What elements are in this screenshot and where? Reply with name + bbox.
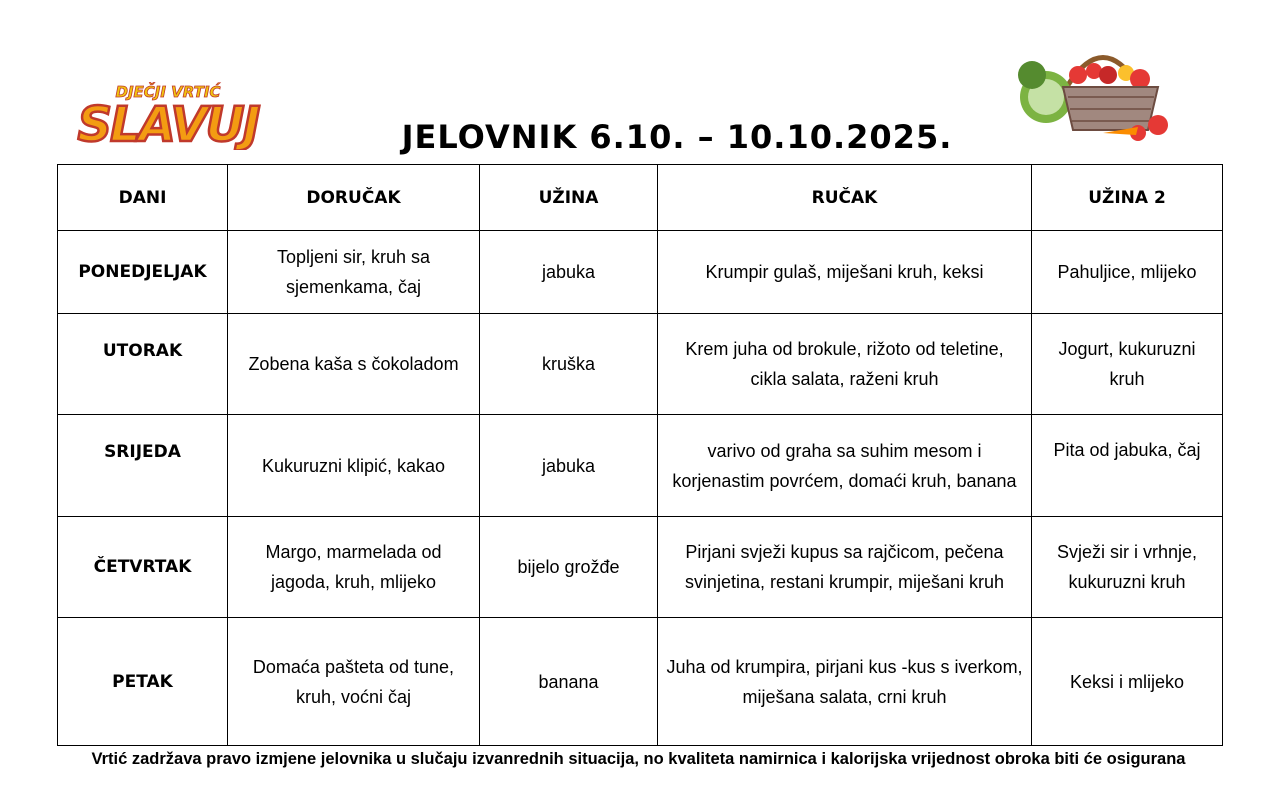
header-dani: DANI xyxy=(58,165,228,231)
page-title: JELOVNIK 6.10. – 10.10.2025. xyxy=(401,118,953,156)
day-cell: UTORAK xyxy=(58,314,228,415)
header-uzina: UŽINA xyxy=(480,165,658,231)
table-row xyxy=(58,415,1223,517)
day-cell: ČETVRTAK xyxy=(58,517,228,618)
header-row xyxy=(58,165,1223,231)
uzina2-cell: Keksi i mlijeko xyxy=(1032,618,1223,746)
footer-note: Vrtić zadržava pravo izmjene jelovnika u slučaju izvanrednih situacija, no kvaliteta namirnica i kalorijska vrijednost obroka biti će osigurana xyxy=(91,750,1186,768)
day-cell: SRIJEDA xyxy=(58,415,228,517)
table-row xyxy=(58,618,1223,746)
dorucak-cell: Topljeni sir, kruh sa sjemenkama, čaj xyxy=(228,231,480,314)
rucak-cell: varivo od graha sa suhim mesom i korjenastim povrćem, domaći kruh, banana xyxy=(658,415,1032,517)
header-dorucak: DORUČAK xyxy=(228,165,480,231)
svg-text:DJEČJI VRTIĆ: DJEČJI VRTIĆ xyxy=(115,83,221,101)
header-rucak: RUČAK xyxy=(658,165,1032,231)
day-cell: PETAK xyxy=(58,618,228,746)
dorucak-cell: Kukuruzni klipić, kakao xyxy=(228,415,480,517)
svg-text:SLAVUJ: SLAVUJ xyxy=(77,97,259,150)
rucak-cell: Pirjani svježi kupus sa rajčicom, pečena svinjetina, restani krumpir, miješani kruh xyxy=(658,517,1032,618)
uzina-cell: jabuka xyxy=(480,415,658,517)
table-row xyxy=(58,231,1223,314)
uzina2-cell: Jogurt, kukuruzni kruh xyxy=(1032,314,1223,415)
dorucak-cell: Zobena kaša s čokoladom xyxy=(228,314,480,415)
rucak-cell: Krumpir gulaš, miješani kruh, keksi xyxy=(658,231,1032,314)
uzina2-cell: Pahuljice, mlijeko xyxy=(1032,231,1223,314)
uzina-cell: bijelo grožđe xyxy=(480,517,658,618)
header-uzina-2: UŽINA 2 xyxy=(1032,165,1223,231)
rucak-cell: Juha od krumpira, pirjani kus -kus s iverkom, miješana salata, crni kruh xyxy=(658,618,1032,746)
uzina2-cell: Svježi sir i vrhnje, kukuruzni kruh xyxy=(1032,517,1223,618)
menu-table xyxy=(57,164,1223,746)
uzina-cell: banana xyxy=(480,618,658,746)
dorucak-cell: Domaća pašteta od tune, kruh, voćni čaj xyxy=(228,618,480,746)
table-row xyxy=(58,517,1223,618)
table-row xyxy=(58,314,1223,415)
day-cell: PONEDJELJAK xyxy=(58,231,228,314)
uzina2-cell: Pita od jabuka, čaj xyxy=(1032,415,1223,517)
uzina-cell: kruška xyxy=(480,314,658,415)
dorucak-cell: Margo, marmelada od jagoda, kruh, mlijeko xyxy=(228,517,480,618)
rucak-cell: Krem juha od brokule, rižoto od teletine, cikla salata, raženi kruh xyxy=(658,314,1032,415)
uzina-cell: jabuka xyxy=(480,231,658,314)
